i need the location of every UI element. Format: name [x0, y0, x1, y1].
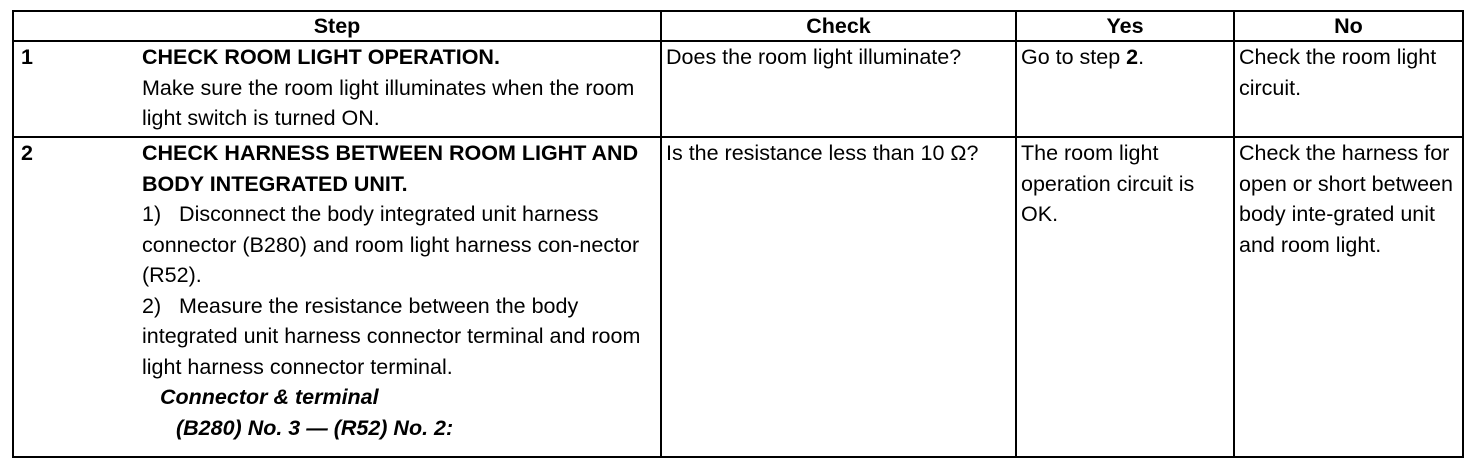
step-number: 2 [21, 141, 33, 165]
yes-prefix: Go to step [1021, 45, 1127, 69]
header-no: No [1234, 11, 1463, 41]
step-cell [13, 137, 661, 457]
step-title: CHECK ROOM LIGHT OPERATION. [142, 45, 500, 69]
substep-2: 2) Measure the resistance between the body integrated unit harness connector terminal and room light harness connector terminal. [142, 293, 641, 379]
table-row [13, 41, 1463, 137]
step-cell [13, 41, 661, 137]
connector-value: (B280) No. 3 — (R52) No. 2: [176, 415, 454, 440]
check-cell: Is the resistance less than 10 Ω? [661, 137, 1016, 457]
no-cell: Check the harness for open or short between body inte-grated unit and room light. [1234, 137, 1463, 457]
substep-1: 1) Disconnect the body integrated unit harness connector (B280) and room light harness con-nector (R52). [142, 202, 640, 287]
yes-cell [1016, 41, 1234, 137]
yes-cell: The room light operation circuit is OK. [1016, 137, 1234, 457]
header-yes: Yes [1016, 11, 1234, 41]
connector-label: Connector & terminal [160, 385, 379, 409]
step-description: Make sure the room light illuminates when the room light switch is turned ON. [142, 75, 635, 130]
diagnostic-table [12, 10, 1464, 458]
check-cell: Does the room light illuminate? [661, 41, 1016, 137]
header-row [13, 11, 1463, 41]
table-row [13, 137, 1463, 457]
step-number: 1 [21, 45, 33, 69]
header-check: Check [661, 11, 1016, 41]
yes-step-ref: 2 [1126, 45, 1139, 69]
header-step: Step [13, 11, 661, 41]
no-cell: Check the room light circuit. [1234, 41, 1463, 137]
step-title: CHECK HARNESS BETWEEN ROOM LIGHT AND BODY INTEGRATED UNIT. [142, 141, 639, 196]
yes-suffix: . [1138, 45, 1145, 69]
